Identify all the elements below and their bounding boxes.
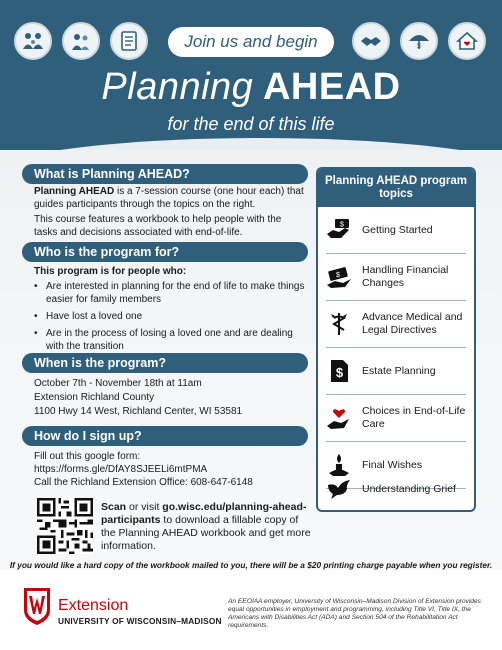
cash-hand-icon xyxy=(322,260,356,294)
when-place: Extension Richland County xyxy=(34,392,155,403)
workbook-link[interactable]: go.wisc.edu/planning-ahead-participants xyxy=(101,501,307,526)
topic-end-of-life-care: Choices in End-of-Life Care xyxy=(318,395,474,441)
dollar-document-icon xyxy=(322,354,356,388)
dove-icon xyxy=(322,472,356,506)
list-item: • Are interested in planning for the end of life to make things easier for family members xyxy=(34,280,306,306)
eeo-statement: An EEO/AA employer, University of Wisconsin–Madison Division of Extension provides equal opportunities in employment and programming, including Title VI, Title IX, the Americans with Disabilities Act (ADA) and Section 504 of the Rehabilitation Act requirements. xyxy=(228,598,481,629)
when-address: 1100 Hwy 14 West, Richland Center, WI 53581 xyxy=(34,406,243,417)
extension-wordmark: Extension xyxy=(58,597,129,614)
svg-text:$: $ xyxy=(336,272,340,279)
family-icon xyxy=(14,22,52,60)
what-description: Planning AHEAD is a 7-session course (one hour each) that guides participants through the topics on the right. xyxy=(34,186,304,210)
document-icon xyxy=(110,22,148,60)
section-heading-when: When is the program? xyxy=(22,353,308,373)
who-intro: This program is for people who: xyxy=(34,266,187,277)
medical-legal-icon xyxy=(322,307,356,341)
topic-getting-started: $ Getting Started xyxy=(318,207,474,253)
topic-estate-planning: $ Estate Planning xyxy=(318,348,474,394)
printing-note: If you would like a hard copy of the workbook mailed to you, there will be a $20 printing charge payable when you register. xyxy=(9,560,493,570)
join-banner: Join us and begin xyxy=(168,27,334,57)
svg-text:$: $ xyxy=(417,43,421,50)
section-heading-who: Who is the program for? xyxy=(22,242,308,262)
svg-text:$: $ xyxy=(335,365,344,380)
signup-form-text: Fill out this google form: xyxy=(34,451,141,462)
topics-heading: Planning AHEAD program topics xyxy=(318,169,474,207)
topics-panel xyxy=(316,167,476,512)
family-icon-2 xyxy=(62,22,100,60)
topic-directives: Advance Medical and Legal Directives xyxy=(318,301,474,347)
scan-instructions: Scan or visit go.wisc.edu/planning-ahead-participants to download a fillable copy of the Planning AHEAD workbook and get more information. xyxy=(101,501,311,552)
section-heading-signup: How do I sign up? xyxy=(22,426,308,446)
page-subtitle: for the end of this life xyxy=(167,114,335,134)
header-banner xyxy=(0,0,502,158)
topic-financial-changes: $ Handling Financial Changes xyxy=(318,254,474,300)
topic-final-wishes: Final Wishes xyxy=(318,442,474,488)
home-heart-icon xyxy=(448,22,486,60)
section-heading-what: What is Planning AHEAD? xyxy=(22,164,308,184)
uw-crest-logo xyxy=(22,586,52,626)
page-title: Planning AHEAD xyxy=(101,66,401,108)
what-workbook-text: This course features a workbook to help people with the tasks and decisions associated with end-of-life. xyxy=(34,214,282,238)
qr-code[interactable] xyxy=(37,498,93,554)
svg-text:$: $ xyxy=(340,221,344,229)
money-hand-icon xyxy=(322,213,356,247)
who-list xyxy=(34,280,306,357)
list-item: • Are in the process of losing a loved one and are dealing with the transition xyxy=(34,327,306,353)
university-wordmark: UNIVERSITY OF WISCONSIN–MADISON xyxy=(58,616,222,626)
list-item: • Have lost a loved one xyxy=(34,310,306,323)
umbrella-icon xyxy=(400,22,438,60)
signup-phone: Call the Richland Extension Office: 608-647-6148 xyxy=(34,477,253,488)
handshake-icon xyxy=(352,22,390,60)
when-dates: October 7th - November 18th at 11am xyxy=(34,378,202,389)
heart-hand-icon xyxy=(322,401,356,435)
topic-grief: Understanding Grief xyxy=(318,466,474,512)
signup-form-link[interactable]: https://forms.gle/DfAY8SJEELi6mtPMA xyxy=(34,464,208,475)
